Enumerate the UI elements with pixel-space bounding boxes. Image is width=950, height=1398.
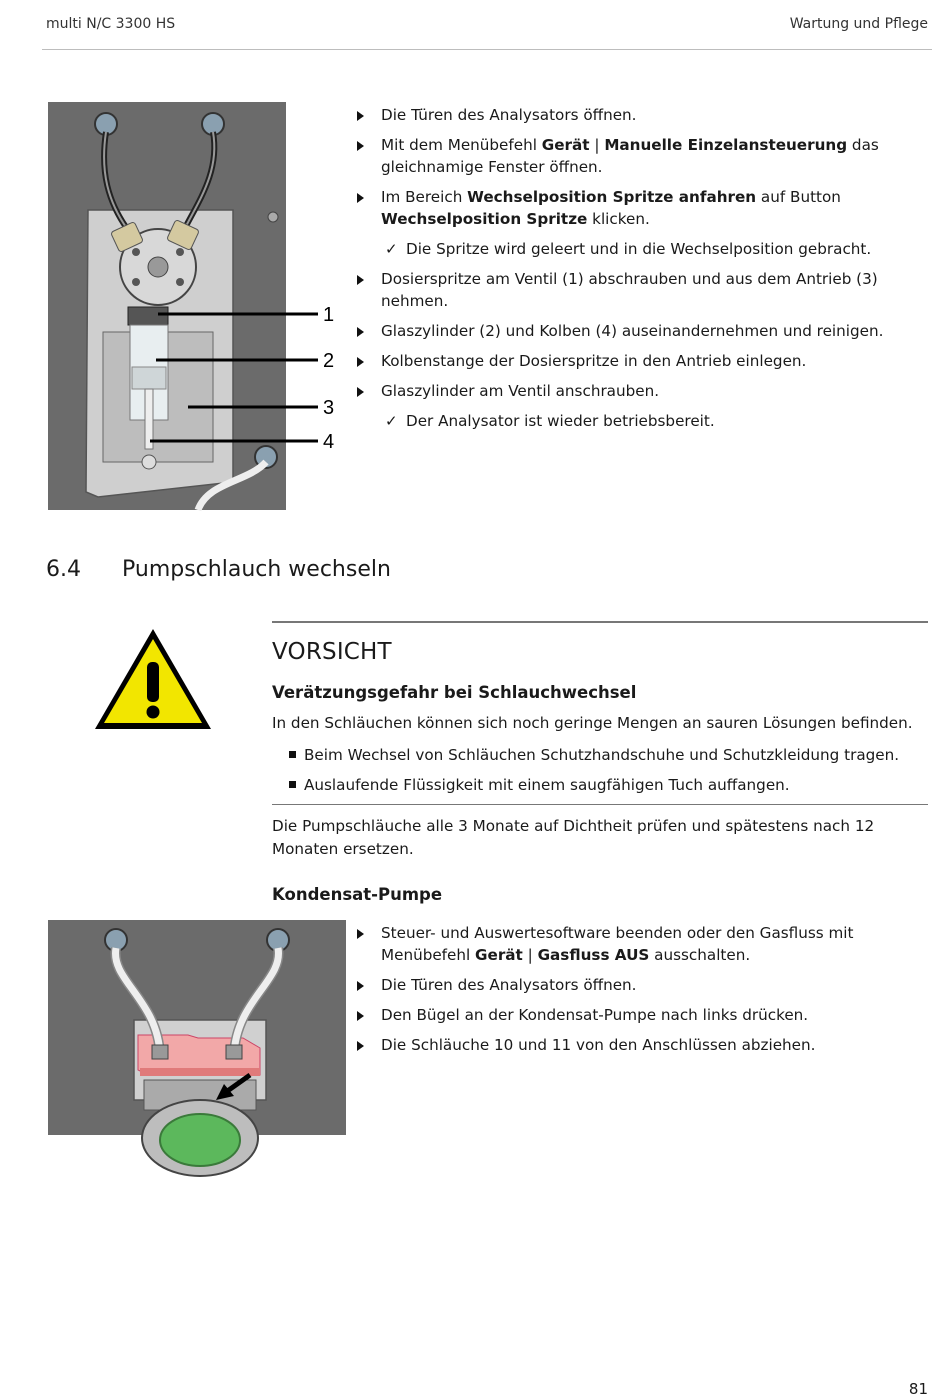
step-text: Glaszylinder (2) und Kolben (4) auseinandernehmen und reinigen. [381,322,884,340]
step-item [355,1004,927,1026]
header-product-name: multi N/C 3300 HS [46,16,176,32]
step-item [355,350,927,372]
header-divider [42,49,932,50]
callout-3: 3 [323,397,335,419]
instruction-steps-syringe [355,104,927,440]
section-title: Pumpschlauch wechseln [122,557,391,582]
pump-green-rotor [160,1114,240,1166]
condensate-pump-figure [48,920,348,1178]
warning-text: In den Schläuchen können sich noch geringe Mengen an sauren Lösungen befinden. [272,714,913,732]
instruction-steps-pump [355,922,927,1064]
bullet-square-icon [289,751,296,758]
warning-bullet: Beim Wechsel von Schläuchen Schutzhandschuhe und Schutzkleidung tragen. [288,744,899,766]
step-item [355,380,927,402]
maintenance-paragraph: Die Pumpschläuche alle 3 Monate auf Dichtheit prüfen und spätestens nach 12 Monaten ersetzen. [272,817,875,858]
step-text: Glaszylinder am Ventil anschrauben. [381,382,660,400]
section-number: 6.4 [46,557,81,582]
valve-thread [128,307,168,325]
step-text: Mit dem Menübefehl Gerät | Manuelle Einzelansteuerung das gleichnamige Fenster öffnen. [381,136,879,176]
step-arrow-icon [357,193,364,203]
step-item [355,104,927,126]
step-arrow-icon [357,275,364,285]
warning-top-rule [272,621,928,623]
step-text: Die Türen des Analysators öffnen. [381,976,637,994]
step-arrow-icon [357,327,364,337]
syringe-device-figure [48,102,338,512]
callout-2: 2 [323,350,335,372]
step-arrow-icon [357,387,364,397]
callout-4: 4 [323,431,335,453]
step-item [355,1034,927,1056]
step-text: Im Bereich Wechselposition Spritze anfahren auf Button Wechselposition Spritze klicken. [381,188,841,228]
page-number: 81 [908,1380,928,1398]
step-arrow-icon [357,929,364,939]
subheading-kondensat-pumpe: Kondensat-Pumpe [272,885,443,904]
step-text: Kolbenstange der Dosierspritze in den Antrieb einlegen. [381,352,807,370]
warning-bottom-rule [272,804,928,805]
step-arrow-icon [357,1041,364,1051]
checkmark-icon: ✓ [385,412,398,430]
step-item [355,268,927,312]
step-text: Den Bügel an der Kondensat-Pumpe nach links drücken. [381,1006,809,1024]
warning-triangle-icon [92,626,214,732]
step-text: Steuer- und Auswertesoftware beenden oder den Gasfluss mit Menübefehl Gerät | Gasfluss AUS ausschalten. [381,924,854,964]
step-arrow-icon [357,141,364,151]
warning-bullet: Auslaufende Flüssigkeit mit einem saugfähigen Tuch auffangen. [288,774,899,796]
step-item [355,320,927,342]
step-text: Der Analysator ist wieder betriebsbereit. [406,412,715,430]
warning-signal-word: VORSICHT [272,639,392,665]
step-item [355,134,927,178]
step-text: Dosierspritze am Ventil (1) abschrauben und aus dem Antrieb (3) nehmen. [381,270,878,310]
result-item [355,238,927,260]
step-item [355,186,927,230]
step-item [355,922,927,966]
step-text: Die Spritze wird geleert und in die Wechselposition gebracht. [406,240,872,258]
step-arrow-icon [357,357,364,367]
header-chapter-title: Wartung und Pflege [789,16,928,32]
step-text: Die Türen des Analysators öffnen. [381,106,637,124]
step-arrow-icon [357,111,364,121]
warning-subtitle: Verätzungsgefahr bei Schlauchwechsel [272,683,637,702]
step-arrow-icon [357,981,364,991]
result-item [355,410,927,432]
step-arrow-icon [357,1011,364,1021]
step-item [355,974,927,996]
bullet-square-icon [289,781,296,788]
step-text: Die Schläuche 10 und 11 von den Anschlüssen abziehen. [381,1036,816,1054]
warning-bullets [288,744,899,804]
checkmark-icon: ✓ [385,240,398,258]
callout-1: 1 [323,304,335,326]
